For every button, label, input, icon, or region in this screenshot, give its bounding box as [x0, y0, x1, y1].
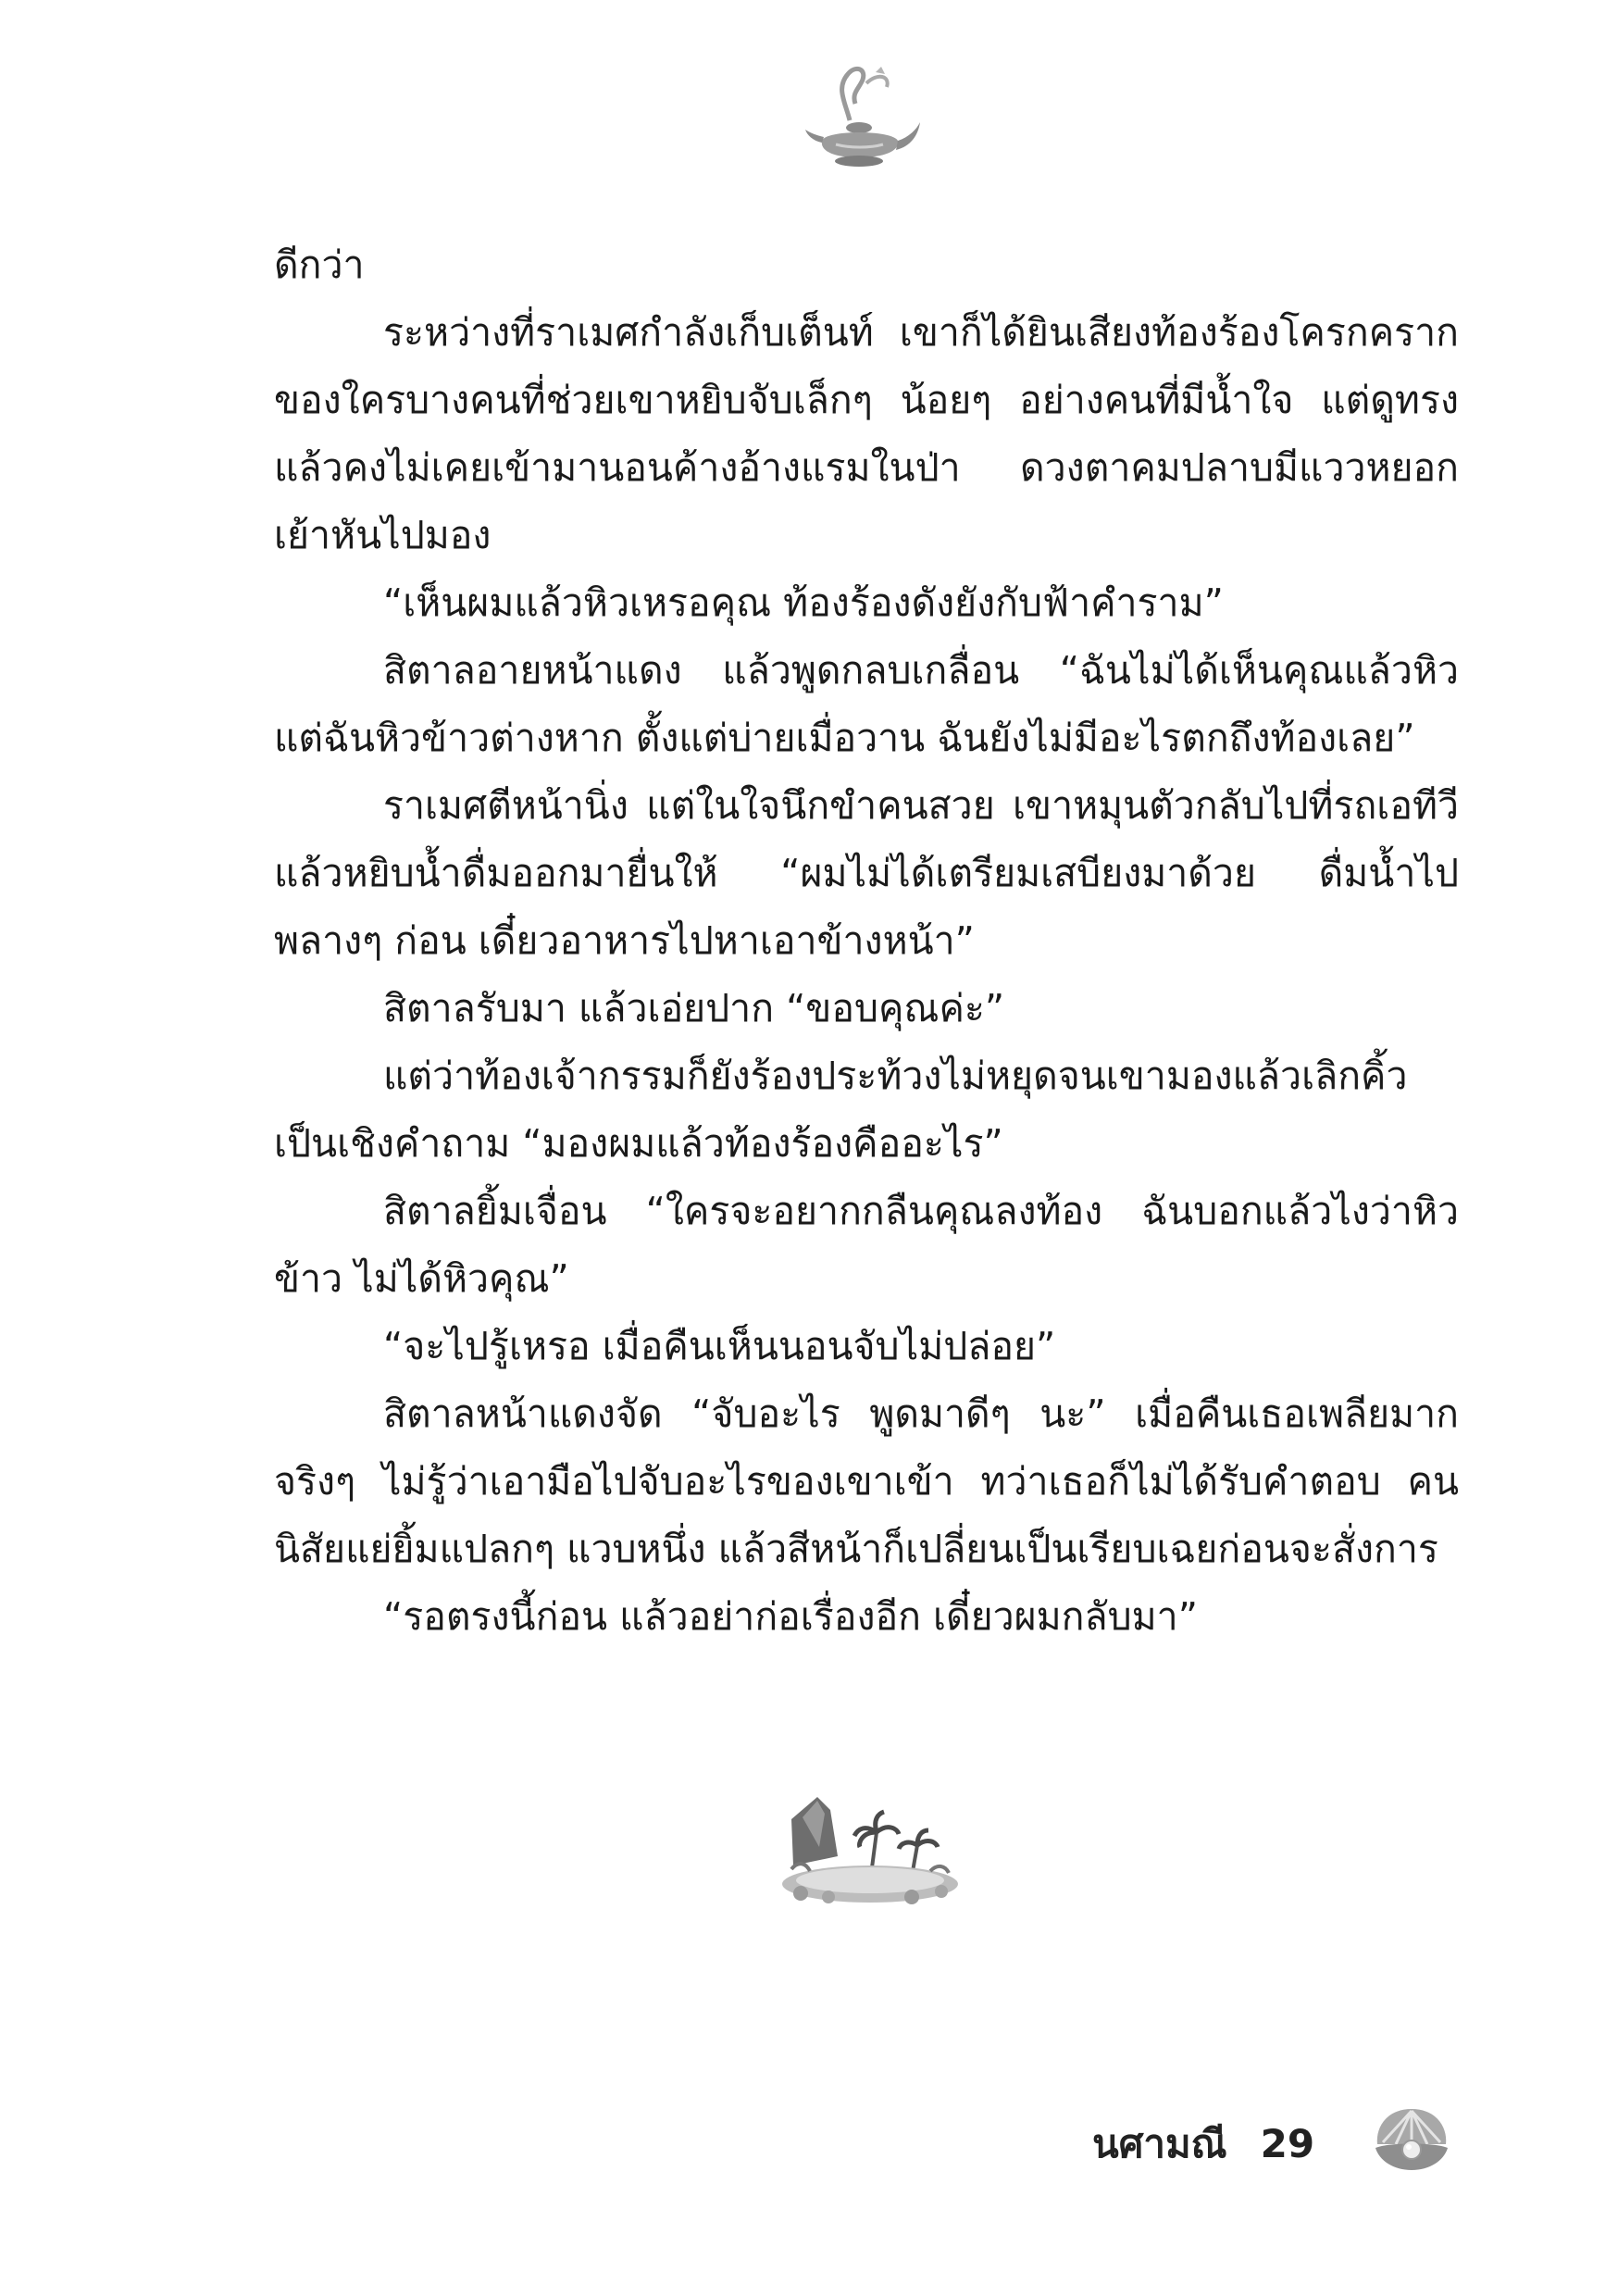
- paragraph: สิตาลหน้าแดงจัด “จับอะไร พูดมาดีๆ นะ” เมื่อคืนเธอเพลียมากจริงๆ ไม่รู้ว่าเอามือไปจับอะไรของเขาเข้า ทว่าเธอก็ไม่ได้รับคำตอบ คนนิสัยแย่ยิ้มแปลกๆ แวบหนึ่ง แล้วสีหน้าก็เปลี่ยนเป็นเรียบเฉยก่อนจะสั่งการ: [274, 1391, 1459, 1571]
- paragraph: แต่ว่าท้องเจ้ากรรมก็ยังร้องประท้วงไม่หยุดจนเขามองแล้วเลิกคิ้ว เป็นเชิงคำถาม “มองผมแล้วท้องร้องคืออะไร”: [274, 1054, 1408, 1166]
- book-title: นศามณี: [1092, 2121, 1227, 2166]
- paragraph: ดีกว่า: [274, 243, 365, 287]
- genie-lamp-icon: [794, 56, 924, 176]
- paragraph: “รอตรงนี้ก่อน แล้วอย่าก่อเรื่องอีก เดี๋ยวผมกลับมา”: [383, 1594, 1198, 1639]
- paragraph: ระหว่างที่ราเมศกำลังเก็บเต็นท์ เขาก็ได้ยินเสียงท้องร้องโครกคราก ของใครบางคนที่ช่วยเขาหยิบจับเล็กๆ น้อยๆ อย่างคนที่มีน้ำใจ แต่ดูทรงแล้วคงไม่เคยเข้ามานอนค้างอ้างแรมในป่า ดวงตาคมปลาบมีแววหยอกเย้าหันไปมอง: [274, 310, 1459, 557]
- paragraph: สิตาลรับมา แล้วเอ่ยปาก “ขอบคุณค่ะ”: [383, 986, 1005, 1030]
- pearl-shell-icon: [1370, 2102, 1453, 2176]
- paragraph: “จะไปรู้เหรอ เมื่อคืนเห็นนอนจับไม่ปล่อย”: [383, 1324, 1056, 1368]
- paragraph: สิตาลยิ้มเจื่อน “ใครจะอยากกลืนคุณลงท้อง ฉันบอกแล้วไงว่าหิวข้าว ไม่ได้หิวคุณ”: [274, 1189, 1459, 1301]
- paragraph: “เห็นผมแล้วหิวเหรอคุณ ท้องร้องดังยังกับฟ้าคำราม”: [383, 580, 1224, 625]
- story-text: [274, 231, 1459, 1651]
- page-number: 29: [1260, 2121, 1315, 2166]
- paragraph: สิตาลอายหน้าแดง แล้วพูดกลบเกลื่อน “ฉันไม่ได้เห็นคุณแล้วหิว แต่ฉันหิวข้าวต่างหาก ตั้งแต่บ่ายเมื่อวาน ฉันยังไม่มีอะไรตกถึงท้องเลย”: [274, 648, 1459, 760]
- paragraph: ราเมศตีหน้านิ่ง แต่ในใจนึกขำคนสวย เขาหมุนตัวกลับไปที่รถเอทีวี แล้วหยิบน้ำดื่มออกมายื่นให้ “ผมไม่ได้เตรียมเสบียงมาด้วย ดื่มน้ำไปพลางๆ ก่อน เดี๋ยวอาหารไปหาเอาข้างหน้า”: [274, 783, 1459, 963]
- island-icon: [773, 1791, 967, 1912]
- page-footer: [1092, 2114, 1314, 2175]
